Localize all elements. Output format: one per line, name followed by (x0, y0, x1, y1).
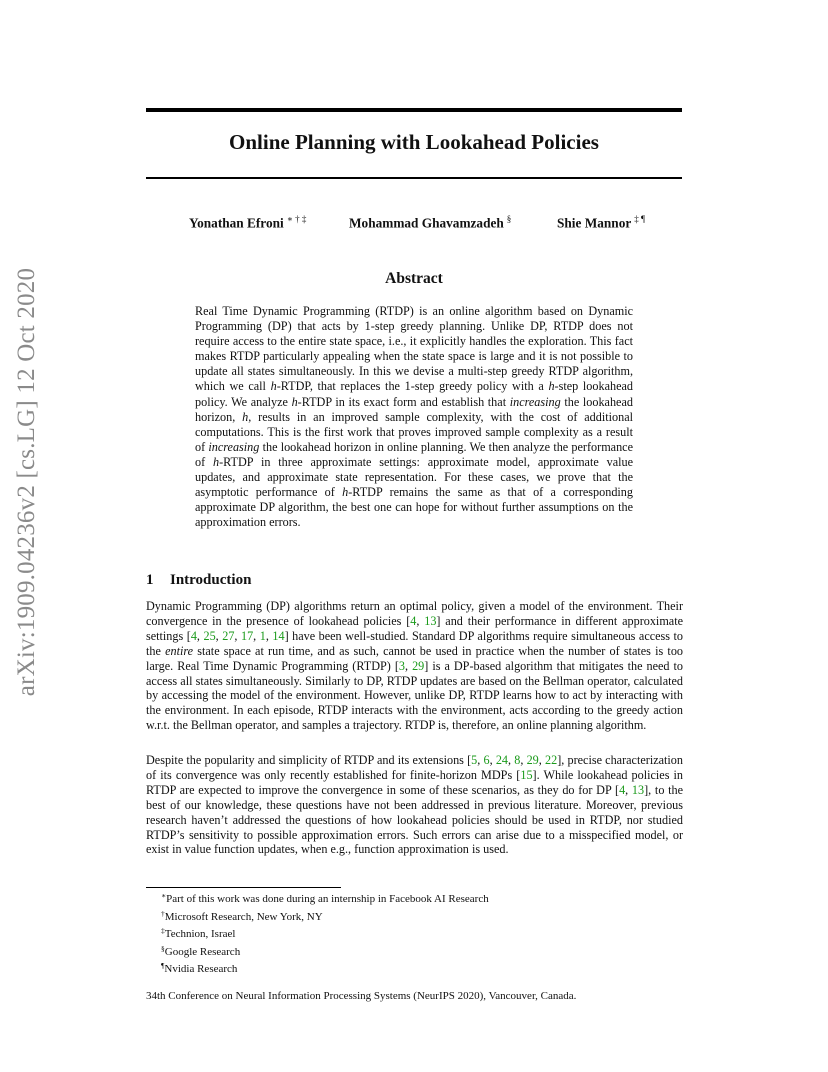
citation-link[interactable]: 13 (424, 613, 437, 628)
abstract-text: Real Time Dynamic Programming (RTDP) is an online algorithm based on Dynamic Programming (DP) that acts by 1-step greedy planning. Unlike DP, RTDP does not require access to the entire state space, i.e., it explicitly handles the exploration. This fact makes RTDP particularly appealing when the state space is large and it is not possible to update all states simultaneously. In this we devise a multi-step greedy RTDP algorithm, which we call h-RTDP, that replaces the 1-step greedy policy with a h-step lookahead policy. We analyze h-RTDP in its exact form and establish that increasing the lookahead horizon, h, results in an improved sample complexity, with the cost of additional computations. This is the first work that proves improved sample complexity as a result of increasing the lookahead horizon in online planning. We then analyze the performance of h-RTDP in three approximate settings: approximate model, approximate value updates, and approximate state representation. For these cases, we prove that the asymptotic performance of h-RTDP remains the same as that of a corresponding approximate DP algorithm, the best one can hope for without further assumptions on the approximation errors. (195, 304, 633, 530)
author-marks: ∗ † ‡ (286, 214, 307, 224)
citation-link[interactable]: 13 (631, 782, 645, 797)
footnotes (161, 889, 661, 977)
citation-link[interactable]: 3 (398, 658, 406, 673)
section-number: 1 (146, 572, 154, 588)
citation-link[interactable]: 4 (619, 782, 626, 797)
intro-paragraph: Despite the popularity and simplicity of RTDP and its extensions [5, 6, 24, 8, 29, 22], precise characterization of its convergence was only recently established for finite-horizon MDPs [15]. While lookahead policies in RTDP are expected to improve the convergence in some of these scenarios, as they do for DP [4, 13], to the best of our knowledge, these questions have not been addressed in previous literature. Moreover, previous research haven’t addressed the questions of how lookahead policies should be used in RTDP, nor studied RTDP’s sensitivity to possible approximation errors. Such errors can arise due to a misspecified model, or exist in value function updates, when e.g., function approximation is used. (146, 753, 684, 857)
arxiv-stamp-text: arXiv:1909.04236v2 [cs.LG] 12 Oct 2020 (13, 267, 40, 697)
citation-link[interactable]: 6 (483, 753, 490, 767)
abstract-heading: Abstract (385, 270, 443, 287)
author-marks: ‡ ¶ (634, 214, 646, 224)
footnote-mark: ∗ (161, 891, 167, 900)
citation-link[interactable]: 15 (520, 767, 533, 782)
author-efroni (189, 214, 306, 231)
footnote (161, 942, 661, 960)
footnote-text: Nvidia Research (164, 963, 238, 976)
italic-term: h (270, 379, 277, 394)
citation-link[interactable]: 4 (190, 628, 197, 643)
footnote-text: Part of this work was done during an internship in Facebook AI Research (166, 893, 489, 905)
section-title: Introduction (170, 572, 252, 588)
citation-link[interactable]: 17 (240, 628, 254, 643)
citation-link[interactable]: 5 (471, 753, 478, 767)
author-name: Shie Mannor (557, 215, 632, 231)
citation-link[interactable]: 1 (259, 628, 266, 643)
citation-link[interactable]: 8 (514, 753, 521, 767)
italic-term: h (213, 454, 220, 469)
section-heading-introduction (146, 572, 682, 589)
conference-footer: 34th Conference on Neural Information Processing Systems (NeurIPS 2020), Vancouver, Canada. (146, 990, 577, 1002)
italic-term: entire (165, 643, 194, 658)
author-name: Mohammad Ghavamzadeh (349, 215, 504, 231)
footnote-mark: ¶ (161, 961, 165, 971)
title-bottom-rule (146, 177, 682, 179)
citation-link[interactable]: 29 (412, 658, 425, 673)
italic-term: h (342, 485, 349, 500)
italic-term: h (548, 379, 555, 394)
italic-term: increasing (509, 394, 561, 409)
citation-link[interactable]: 4 (410, 613, 417, 628)
italic-term: h (242, 409, 249, 424)
citation-link[interactable]: 22 (545, 753, 558, 767)
footnote-text: Microsoft Research, New York, NY (164, 910, 323, 923)
italic-term: increasing (208, 439, 260, 454)
paper-title: Online Planning with Lookahead Policies (229, 130, 599, 154)
citation-link[interactable]: 25 (203, 628, 216, 643)
author-ghavamzadeh (349, 214, 511, 231)
footnote-text: Technion, Israel (164, 928, 236, 941)
footnote-mark: ‡ (161, 926, 165, 936)
footnote (161, 924, 661, 942)
intro-paragraph: Dynamic Programming (DP) algorithms return an optimal policy, given a model of the environment. Their convergence in the presence of lookahead policies [4, 13] and their performance in different approximate settings [4, 25, 27, 17, 1, 14] have been well-studied. Standard DP algorithms require simultaneous access to the entire state space at run time, and as such, cannot be used in practice when the number of states is too large. Real Time Dynamic Programming (RTDP) [3, 29] is a DP-based algorithm that mitigates the need to access all states simultaneously. Similarly to DP, RTDP updates are based on the Bellman operator, calculated by accessing the model of the environment. However, unlike DP, RTDP learns how to act by interacting with the environment. In each episode, RTDP interacts with the environment, acts according to the greedy action w.r.t. the Bellman operator, and samples a trajectory. RTDP is, therefore, an online planning algorithm. (146, 599, 684, 733)
citation-link[interactable]: 24 (495, 753, 509, 767)
footnote-rule (146, 887, 341, 888)
title-top-rule (146, 108, 682, 112)
citation-link[interactable]: 29 (526, 753, 539, 767)
italic-term: h (291, 394, 298, 409)
author-list (146, 214, 682, 236)
author-mannor (557, 214, 645, 231)
author-marks: § (506, 214, 512, 224)
footnote (161, 959, 661, 977)
footnote (161, 907, 661, 925)
citation-link[interactable]: 27 (222, 628, 235, 643)
footnote-mark: § (161, 943, 165, 953)
footnote (161, 889, 661, 907)
arxiv-identifier-stamp (2, 267, 52, 697)
author-name: Yonathan Efroni (189, 215, 284, 231)
footnote-text: Google Research (164, 945, 241, 958)
footnote-mark: † (161, 908, 165, 918)
citation-link[interactable]: 14 (272, 628, 285, 643)
